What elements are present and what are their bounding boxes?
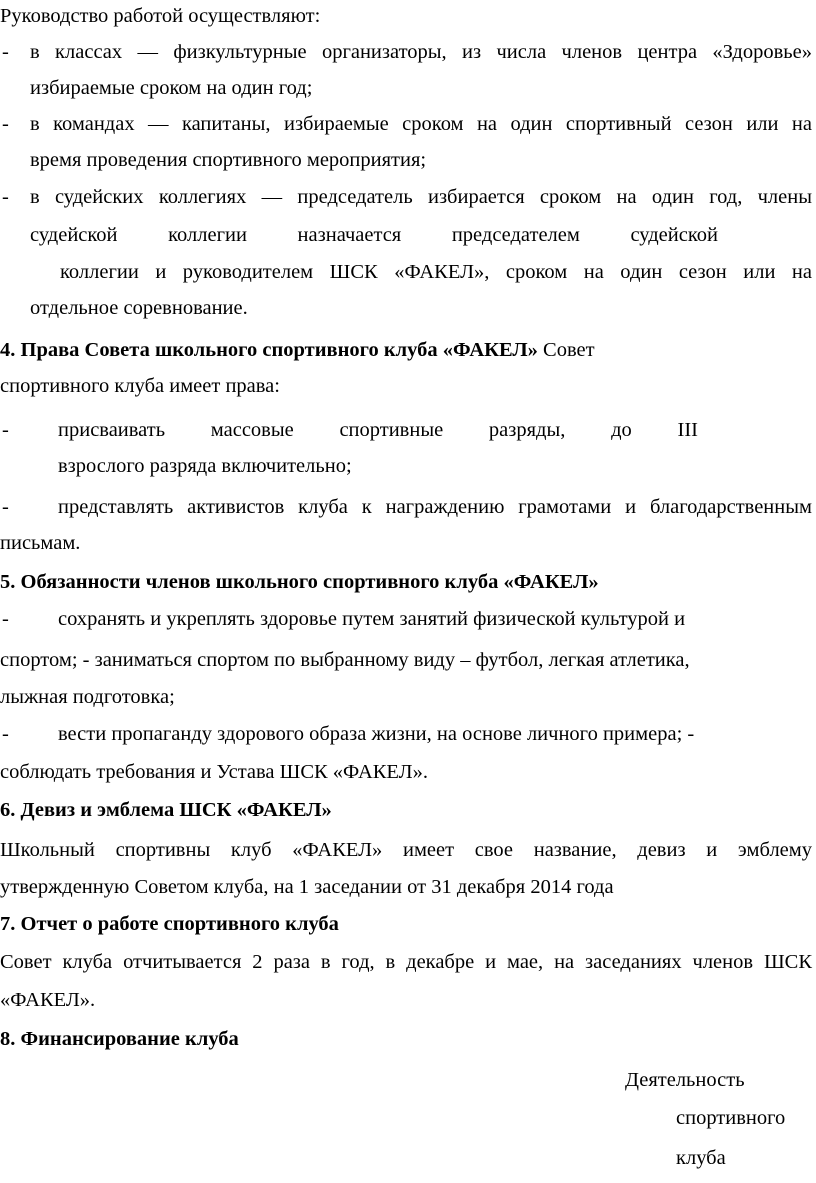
section-5-heading: 5. Обязанности членов школьного спортивного клуба «ФАКЕЛ» bbox=[0, 571, 599, 593]
section-7-text: Совет клуба отчитывается 2 раза в год, в декабре и мае, на заседаниях членов ШСК bbox=[0, 951, 812, 973]
section-5-text: спортом; - заниматься спортом по выбранному виду – футбол, легкая атлетика, bbox=[0, 649, 690, 671]
section-8-heading: 8. Финансирование клуба bbox=[0, 1028, 239, 1050]
list-item-line: отдельное соревнование. bbox=[30, 297, 248, 319]
section-8-word: спортивного bbox=[676, 1107, 786, 1129]
list-item-line: судейской коллегии назначается председателем судейской bbox=[30, 224, 718, 246]
list-item-line: время проведения спортивного мероприятия; bbox=[30, 149, 427, 171]
list-item-line: избираемые сроком на один год; bbox=[30, 77, 313, 99]
list-dash: - bbox=[2, 608, 9, 630]
section-4-heading: 4. Права Совета школьного спортивного клуба «ФАКЕЛ» bbox=[0, 339, 538, 361]
list-dash: - bbox=[2, 723, 9, 745]
intro-text: Руководство работой осуществляют: bbox=[0, 5, 321, 27]
section-7-heading: 7. Отчет о работе спортивного клуба bbox=[0, 913, 339, 935]
list-item-line: присваивать массовые спортивные разряды, до III bbox=[58, 419, 698, 441]
section-8-word: Деятельность bbox=[625, 1069, 745, 1091]
list-dash: - bbox=[2, 113, 9, 135]
list-item-line: в судейских коллегиях — председатель избирается сроком на один год, члены bbox=[30, 186, 812, 208]
list-item-line: сохранять и укреплять здоровье путем занятий физической культурой и bbox=[58, 608, 686, 630]
section-4-text: спортивного клуба имеет права: bbox=[0, 375, 280, 397]
list-dash: - bbox=[2, 41, 9, 63]
section-5-text: соблюдать требования и Устава ШСК «ФАКЕЛ». bbox=[0, 761, 428, 783]
list-item-line: в классах — физкультурные организаторы, из числа членов центра «Здоровье» bbox=[30, 41, 812, 63]
section-6-heading: 6. Девиз и эмблема ШСК «ФАКЕЛ» bbox=[0, 799, 332, 821]
section-7-text: «ФАКЕЛ». bbox=[0, 989, 96, 1011]
list-item-line: в командах — капитаны, избираемые сроком на один спортивный сезон или на bbox=[30, 113, 812, 135]
list-item-line: представлять активистов клуба к награждению грамотами и благодарственным bbox=[58, 496, 812, 518]
section-6-text: утвержденную Советом клуба, на 1 заседании от 31 декабря 2014 года bbox=[0, 876, 614, 898]
list-item-line: вести пропаганду здорового образа жизни, на основе личного примера; - bbox=[58, 723, 695, 745]
list-dash: - bbox=[2, 419, 9, 441]
list-item-line: коллегии и руководителем ШСК «ФАКЕЛ», сроком на один сезон или на bbox=[60, 261, 812, 283]
section-4-heading-tail: Совет bbox=[537, 339, 595, 361]
list-dash: - bbox=[2, 496, 9, 518]
section-8-word: клуба bbox=[676, 1147, 726, 1169]
list-dash: - bbox=[2, 186, 9, 208]
list-item-line: письмам. bbox=[0, 532, 81, 554]
section-5-text: лыжная подготовка; bbox=[0, 686, 175, 708]
section-6-text: Школьный спортивны клуб «ФАКЕЛ» имеет свое название, девиз и эмблему bbox=[0, 839, 812, 861]
section-4-heading-line bbox=[0, 340, 595, 361]
list-item-line: взрослого разряда включительно; bbox=[58, 455, 352, 477]
